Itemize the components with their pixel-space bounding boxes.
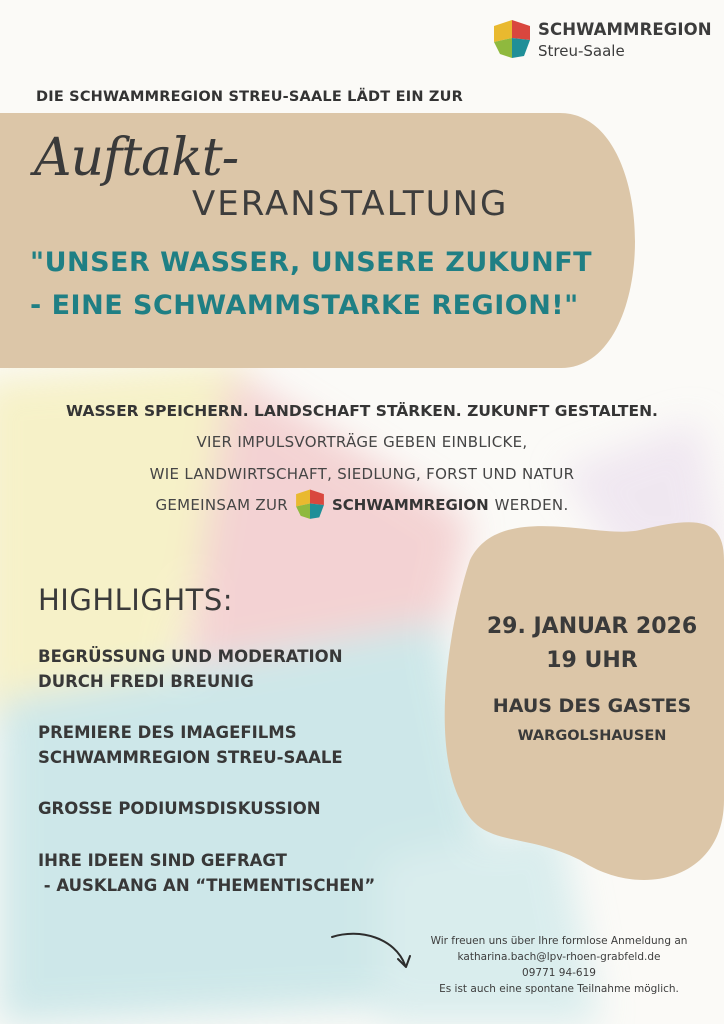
brand-logo [492,18,712,68]
schwammregion-logo-icon [294,488,326,522]
highlight-item [38,644,343,694]
footer-email[interactable]: katharina.bach@lpv-rhoen-grabfeld.de [457,951,661,963]
highlight-item [38,720,343,770]
event-date: 29. JANUAR 2026 [486,614,698,639]
highlight-line: - AUSKLANG AN “THEMENTISCHEN” [38,876,376,895]
intro-tagline: WASSER SPEICHERN. LANDSCHAFT STÄRKEN. ZUKUNFT GESTALTEN. [66,402,658,420]
footer-line-1: Wir freuen uns über Ihre formlose Anmeldung an [430,935,688,947]
intro-line-2: VIER IMPULSVORTRÄGE GEBEN EINBLICKE, [196,433,528,451]
highlight-item [38,848,375,898]
event-time: 19 UHR [546,648,638,673]
page-title: VERANSTALTUNG [192,184,509,224]
highlight-line: DURCH FREDI BREUNIG [38,672,254,691]
event-venue: HAUS DES GASTES [492,695,692,717]
intro-line-4-post: WERDEN. [494,496,569,514]
motto-line-2: - EINE SCHWAMMSTARKE REGION!" [30,290,579,321]
highlight-line: IHRE IDEEN SIND GEFRAGT [38,851,287,870]
brand-subname: Streu-Saale [538,42,625,60]
script-title: Auftakt- [34,128,239,188]
highlight-line: PREMIERE DES IMAGEFILMS [38,723,297,742]
intro-line-4-pre: GEMEINSAM ZUR [155,496,288,514]
footer-phone[interactable]: 09771 94-619 [522,967,596,979]
highlight-line: SCHWAMMREGION STREU-SAALE [38,748,343,767]
invite-line: DIE SCHWAMMREGION STREU-SAALE LÄDT EIN ZUR [36,89,463,105]
highlight-line: BEGRÜSSUNG UND MODERATION [38,647,343,666]
highlight-item [38,796,321,821]
highlights-title: HIGHLIGHTS: [38,583,234,617]
intro-line-3: WIE LANDWIRTSCHAFT, SIEDLUNG, FORST UND NATUR [149,465,575,483]
intro-line-4 [0,487,724,523]
footer-line-4: Es ist auch eine spontane Teilnahme möglich. [439,983,679,995]
brand-name: SCHWAMMREGION [538,20,712,39]
event-place: WARGOLSHAUSEN [517,728,667,744]
motto-line-1: "UNSER WASSER, UNSERE ZUKUNFT [30,247,593,278]
intro-line-4-brand: SCHWAMMREGION [331,496,489,514]
highlight-line: GROSSE PODIUMSDISKUSSION [38,799,321,818]
schwammregion-logo-icon [492,18,532,62]
